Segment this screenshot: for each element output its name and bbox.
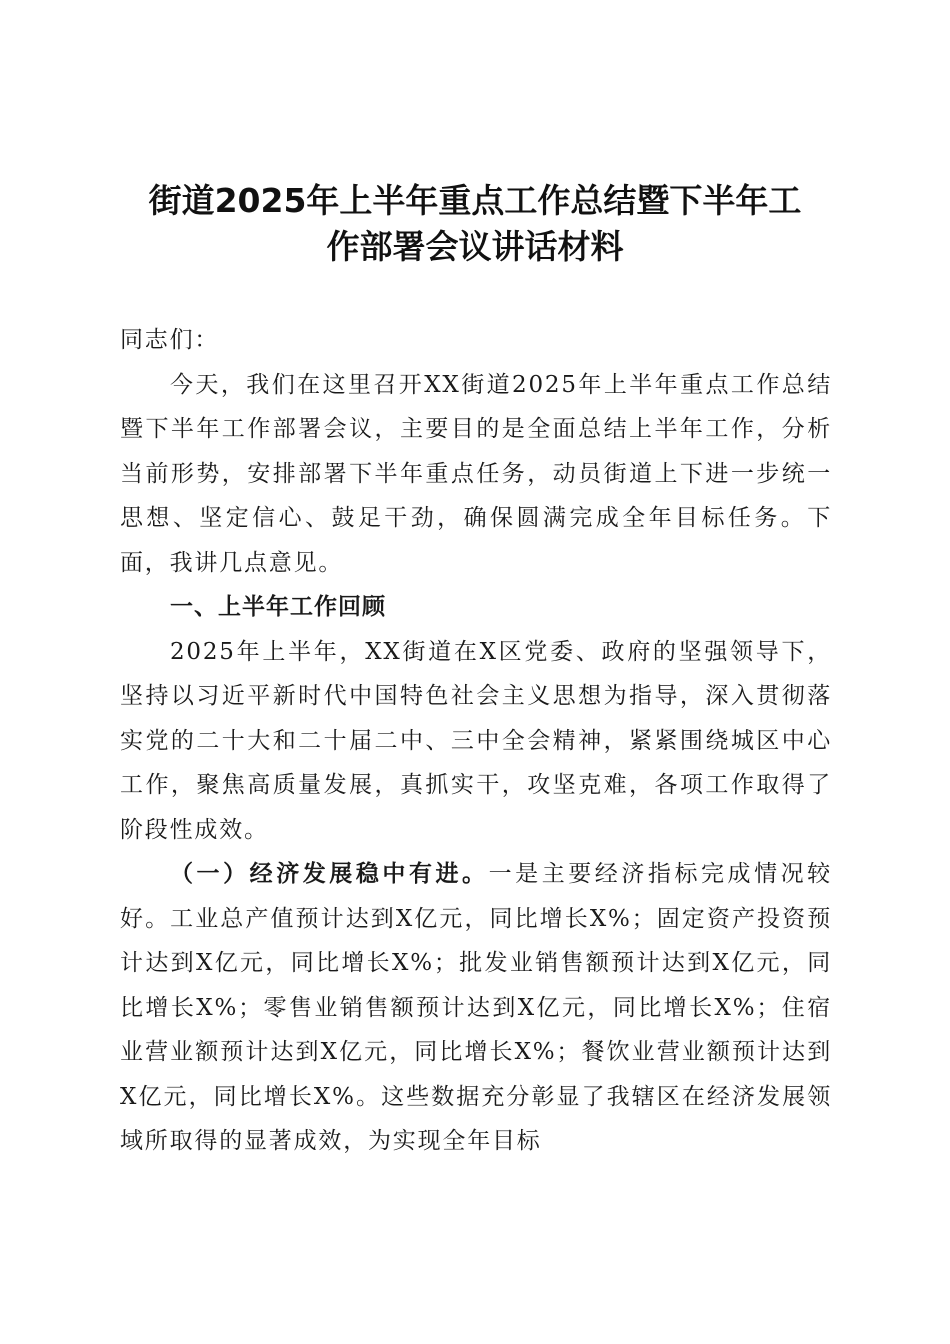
- salutation: 同志们：: [120, 327, 220, 353]
- intro-paragraph: 今天，我们在这里召开XX街道2025年上半年重点工作总结暨下半年工作部署会议，主要目的是全面总结上半年工作，分析当前形势，安排部署下半年重点任务，动员街道上下进一步统一思想、坚定信心、鼓足干劲，确保圆满完成全年目标任务。下面，我讲几点意见。: [120, 371, 832, 576]
- subsection-heading: （一）经济发展稳中有进。: [170, 861, 489, 887]
- section-paragraph: 2025年上半年，XX街道在X区党委、政府的坚强领导下，坚持以习近平新时代中国特色社会主义思想为指导，深入贯彻落实党的二十大和二十届二中、三中全会精神，紧紧围绕城区中心工作，聚焦高质量发展，真抓实干，攻坚克难，各项工作取得了阶段性成效。: [120, 638, 832, 843]
- subsection-paragraph: [120, 852, 832, 1164]
- document-body: [120, 318, 832, 1164]
- subsection-body: 一是主要经济指标完成情况较好。工业总产值预计达到X亿元，同比增长X%；固定资产投资预计达到X亿元，同比增长X%；批发业销售额预计达到X亿元，同比增长X%；零售业销售额预计达到X亿元，同比增长X%；住宿业营业额预计达到X亿元，同比增长X%；餐饮业营业额预计达到X亿元，同比增长X%。这些数据充分彰显了我辖区在经济发展领域所取得的显著成效，为实现全年目标: [120, 861, 832, 1154]
- title-line-1: 街道2025年上半年重点工作总结暨下半年工: [148, 181, 802, 220]
- title-line-2: 作部署会议讲话材料: [326, 227, 624, 266]
- document-title: [118, 178, 832, 270]
- section-heading: 一、上半年工作回顾: [170, 594, 386, 620]
